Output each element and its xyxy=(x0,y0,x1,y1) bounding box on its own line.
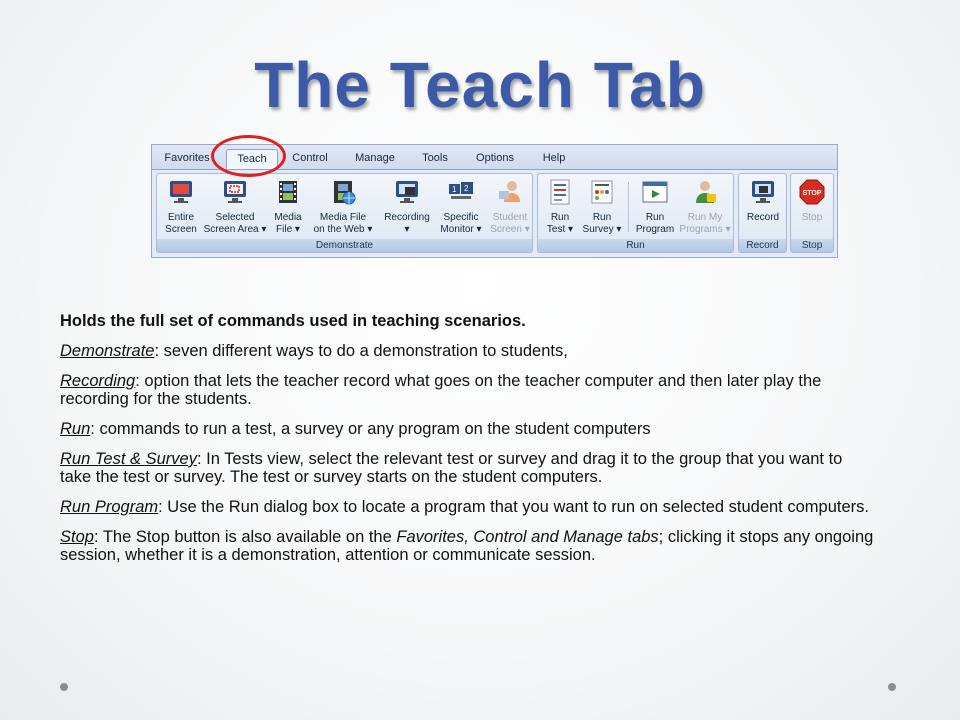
run-test-button[interactable] xyxy=(540,176,580,238)
tab-manage[interactable]: Manage xyxy=(355,152,395,164)
record-icon xyxy=(749,178,777,206)
specific-monitor-icon xyxy=(447,178,475,206)
test-icon xyxy=(546,178,574,206)
svg-text:2: 2 xyxy=(464,184,469,193)
program-icon xyxy=(641,178,669,206)
record-group xyxy=(738,173,787,253)
button-label: Run Test ▾ xyxy=(546,212,574,235)
run-group xyxy=(537,173,734,253)
stop-group-label: Stop xyxy=(791,239,833,252)
film-icon xyxy=(274,178,302,206)
media-file-on-web-button[interactable] xyxy=(309,176,377,238)
button-label: Media File on the Web ▾ xyxy=(313,212,373,235)
description: : The Stop button is also available on the xyxy=(93,528,397,546)
recording-button[interactable] xyxy=(379,176,435,238)
term: Recording xyxy=(60,372,136,390)
button-label: Record xyxy=(746,212,780,223)
button-label: Recording ▾ xyxy=(384,212,430,235)
button-label: Run My Programs ▾ xyxy=(679,212,731,235)
term: Stop xyxy=(60,528,94,546)
slide-body xyxy=(60,312,875,576)
tab-help[interactable]: Help xyxy=(542,152,566,164)
ribbon-separator xyxy=(628,182,629,232)
tab-teach[interactable]: Teach xyxy=(226,149,278,169)
run-my-programs-button[interactable] xyxy=(678,176,732,238)
description: : Use the Run dialog box to locate a program that you want to run on selected student computers. xyxy=(158,498,869,516)
student-screen-button[interactable] xyxy=(487,176,533,238)
description: : option that lets the teacher record what goes on the teacher computer and then later play the recording for the students. xyxy=(60,372,822,408)
description: : seven different ways to do a demonstration to students, xyxy=(154,342,568,360)
selected-screen-area-button[interactable] xyxy=(203,176,267,238)
film-web-icon xyxy=(329,178,357,206)
tab-options[interactable]: Options xyxy=(476,152,514,164)
demonstrate-group xyxy=(156,173,533,253)
stop-group xyxy=(790,173,834,253)
entire-screen-button[interactable] xyxy=(159,176,203,238)
description: ; clicking it stops any ongoing session, whether it is a demonstration, attention or communicate session. xyxy=(60,528,874,564)
button-label: Run Program xyxy=(635,212,675,235)
svg-text:1: 1 xyxy=(452,185,457,194)
my-programs-icon xyxy=(691,178,719,206)
lead-text: Holds the full set of commands used in teaching scenarios. xyxy=(60,312,526,330)
body-item xyxy=(60,450,875,486)
demonstrate-group-label: Demonstrate xyxy=(157,239,532,252)
description-italic: Favorites, Control and Manage tabs xyxy=(396,528,659,546)
survey-icon xyxy=(588,178,616,206)
teach-tab-highlight-circle xyxy=(211,135,286,177)
body-item xyxy=(60,372,875,408)
body-item xyxy=(60,498,875,516)
button-label: Stop xyxy=(801,212,823,223)
run-group-label: Run xyxy=(538,239,733,252)
button-label: Specific Monitor ▾ xyxy=(440,212,482,235)
body-item xyxy=(60,420,875,438)
term: Run Test & Survey xyxy=(60,450,197,468)
term: Demonstrate xyxy=(60,342,155,360)
monitor-icon xyxy=(167,178,195,206)
body-item-stop xyxy=(60,528,875,564)
specific-monitor-button[interactable] xyxy=(435,176,487,238)
stop-icon xyxy=(798,178,826,206)
recording-icon xyxy=(393,178,421,206)
decorative-dot-right xyxy=(888,683,896,691)
selected-area-icon xyxy=(221,178,249,206)
run-survey-button[interactable] xyxy=(580,176,624,238)
term: Run xyxy=(60,420,91,438)
decorative-dot-left xyxy=(60,683,68,691)
button-label: Run Survey ▾ xyxy=(582,212,622,235)
button-label: Media File ▾ xyxy=(274,212,302,235)
button-label: Student Screen ▾ xyxy=(490,212,530,235)
media-file-button[interactable] xyxy=(267,176,309,238)
body-item xyxy=(60,342,875,360)
term: Run Program xyxy=(60,498,159,516)
description: : In Tests view, select the relevant test or survey and drag it to the group that you want to take the test or survey. The test or survey starts on the student computers. xyxy=(60,450,843,486)
description: : commands to run a test, a survey or any program on the student computers xyxy=(90,420,651,438)
stop-button[interactable] xyxy=(792,176,832,238)
tab-control[interactable]: Control xyxy=(292,152,328,164)
tab-favorites[interactable]: Favorites xyxy=(164,152,210,164)
run-program-button[interactable] xyxy=(632,176,678,238)
student-screen-icon xyxy=(496,178,524,206)
record-group-label: Record xyxy=(739,239,786,252)
button-label: Entire Screen xyxy=(165,212,197,235)
tab-tools[interactable]: Tools xyxy=(422,152,448,164)
button-label: Selected Screen Area ▾ xyxy=(203,212,267,235)
slide-title: The Teach Tab xyxy=(254,49,706,121)
record-button[interactable] xyxy=(741,176,785,238)
svg-text:STOP: STOP xyxy=(802,190,822,197)
